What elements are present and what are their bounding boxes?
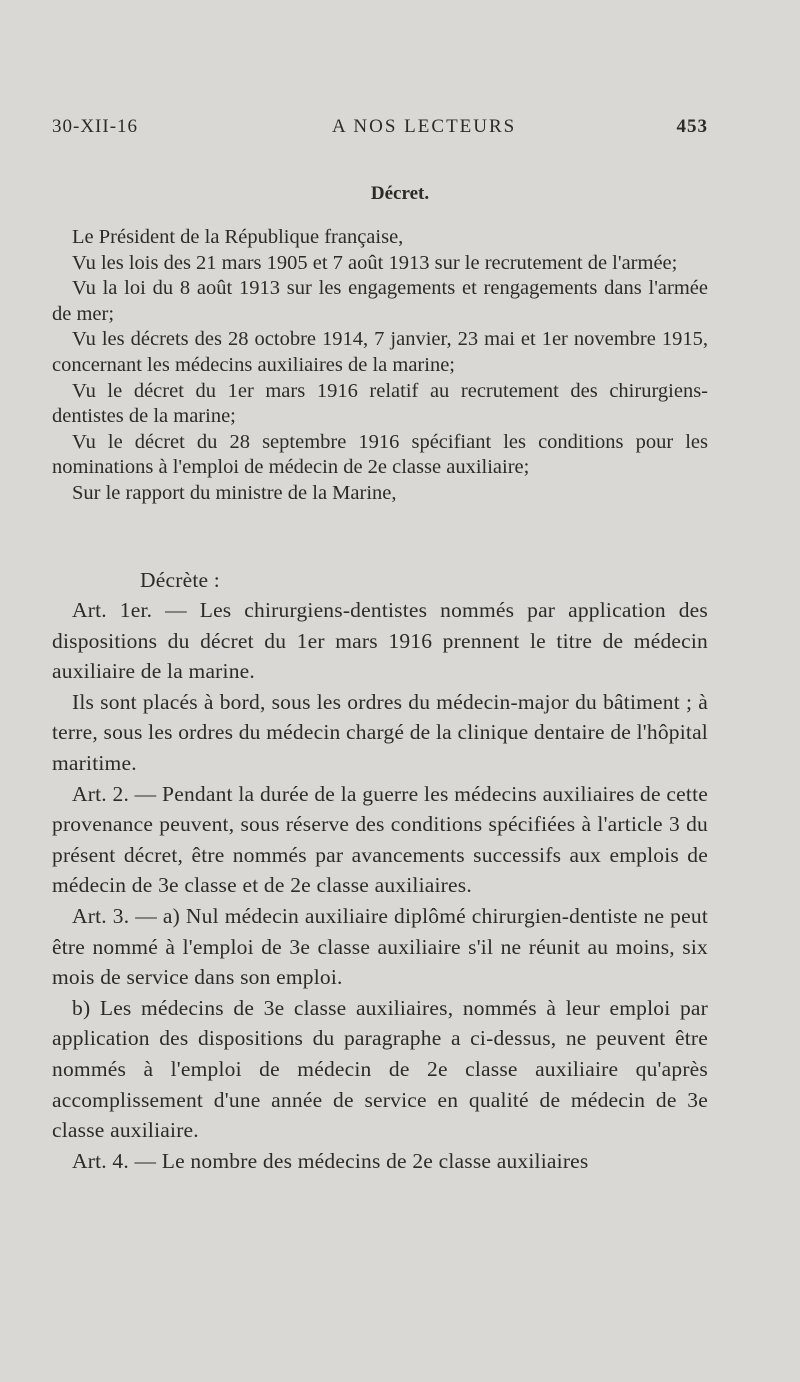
article-2: Art. 2. — Pendant la durée de la guerre les médecins auxiliaires de cette provenance peuvent, sous réserve des conditions spécifiées à l'article 3 du présent décret, être nommés par avancements successifs aux emplois de médecin de 3e classe et de 2e classe auxiliaires.	[52, 781, 708, 898]
preamble-line: Vu le décret du 28 septembre 1916 spécifiant les conditions pour les nominations à l'emploi de médecin de 2e classe auxiliaire;	[52, 430, 708, 479]
preamble-line: Sur le rapport du ministre de la Marine,	[72, 481, 397, 504]
article-3b: b) Les médecins de 3e classe auxiliaires, nommés à leur emploi par application des dispositions du paragraphe a ci-dessus, ne peuvent être nommés à l'emploi de médecin de 2e classe auxiliaire qu'après accomplissement d'une année de service en qualité de médecin de 3e classe auxiliaire.	[52, 995, 708, 1143]
decrete-line: Décrète :	[140, 568, 220, 592]
running-header	[52, 116, 708, 144]
preamble-line: Vu la loi du 8 août 1913 sur les engagements et rengagements dans l'armée de mer;	[52, 277, 708, 325]
article-1: Art. 1er. — Les chirurgiens-dentistes nommés par application des dispositions du décret du 1er mars 1916 prennent le titre de médecin auxiliaire de la marine.	[52, 598, 708, 684]
preamble-line: Vu les lois des 21 mars 1905 et 7 août 1913 sur le recrutement de l'armée;	[72, 251, 678, 274]
decree-articles	[52, 595, 708, 1176]
decree-preamble	[52, 225, 708, 507]
preamble-line: Vu le décret du 1er mars 1916 relatif au recrutement des chirurgiens-dentistes de la marine;	[52, 379, 708, 428]
article-3a: Art. 3. — a) Nul médecin auxiliaire diplômé chirurgien-dentiste ne peut être nommé à l'emploi de 3e classe auxiliaire s'il ne réunit au moins, six mois de service dans son emploi.	[52, 903, 708, 990]
preamble-line: Vu les décrets des 28 octobre 1914, 7 janvier, 23 mai et 1er novembre 1915, concernant les médecins auxiliaires de la marine;	[52, 328, 708, 376]
preamble-line: Le Président de la République française,	[72, 226, 404, 248]
header-date: 30-XII-16	[52, 116, 139, 137]
article-1-paragraph: Ils sont placés à bord, sous les ordres du médecin-major du bâtiment ; à terre, sous les ordres du médecin chargé de la clinique dentaire de l'hôpital maritime.	[52, 689, 708, 775]
header-section: A NOS LECTEURS	[332, 116, 517, 137]
page-number: 453	[676, 116, 708, 137]
article-4: Art. 4. — Le nombre des médecins de 2e classe auxiliaires	[72, 1148, 589, 1173]
decree-title: Décret.	[370, 183, 430, 204]
